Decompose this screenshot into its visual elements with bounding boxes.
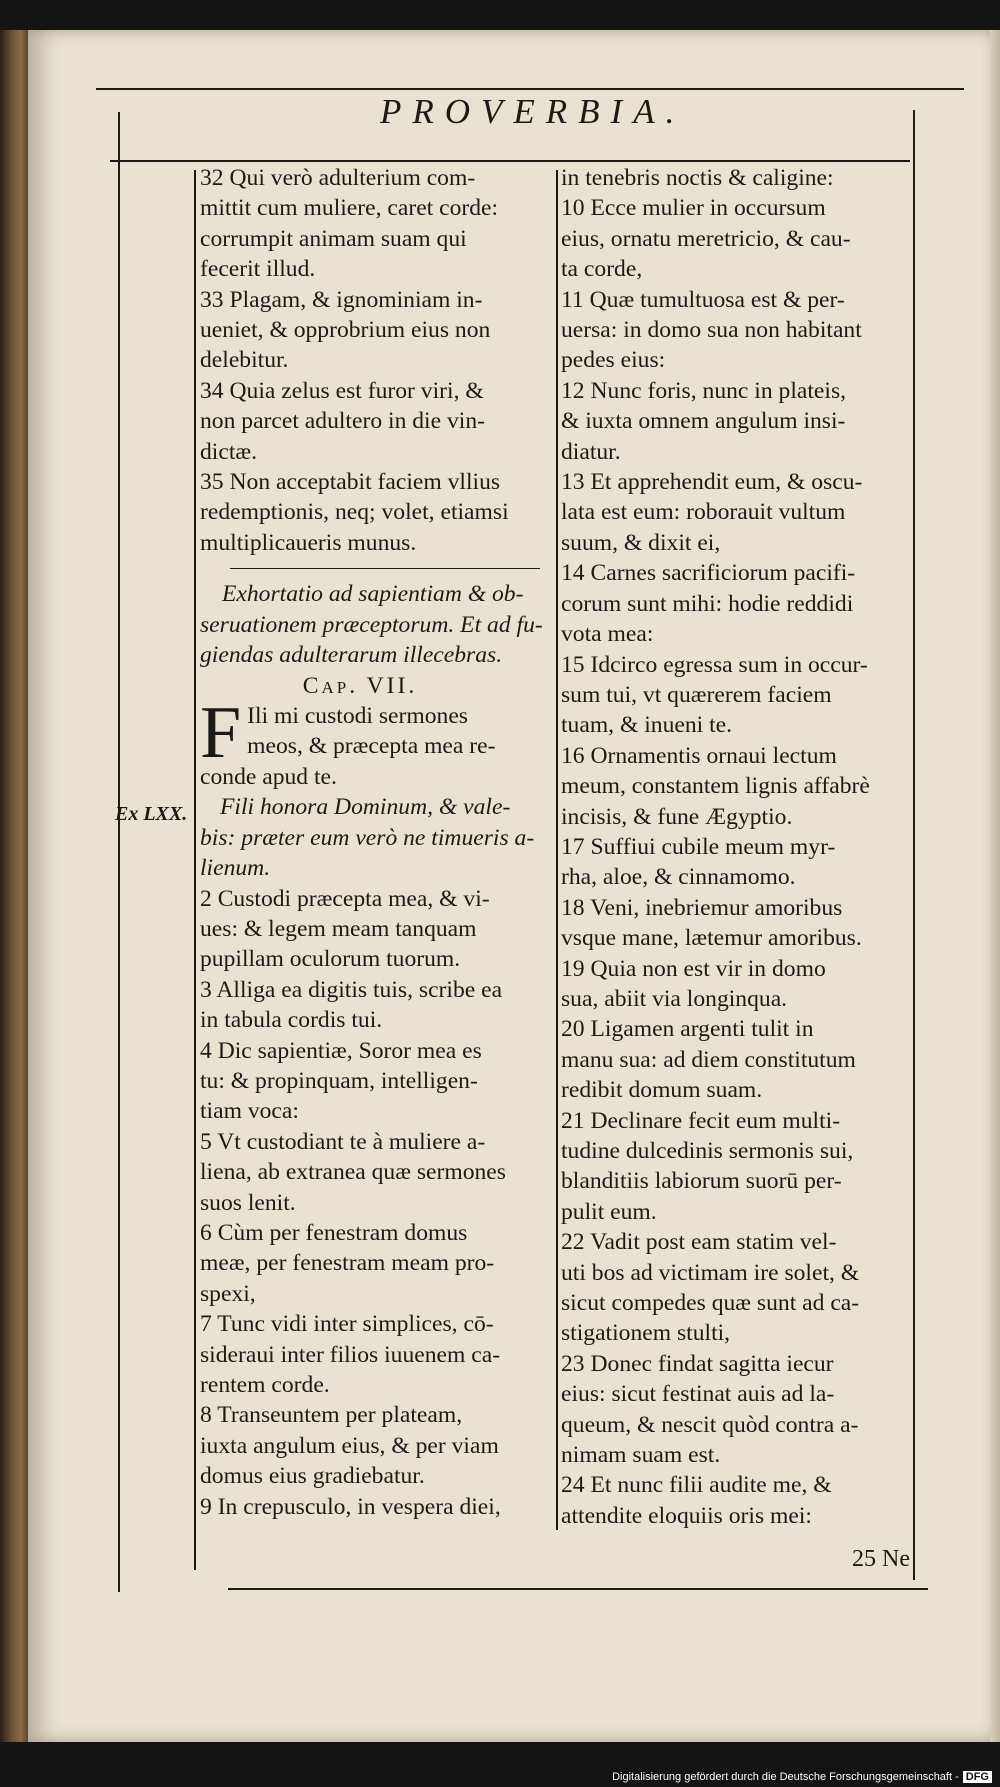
- dfg-logo: DFG: [963, 1771, 992, 1783]
- text-line: non parcet adultero in die vin-: [200, 408, 485, 435]
- text-line: 18 Veni, inebriemur amoribus: [561, 894, 843, 921]
- text-line: meum, constantem lignis affabrè: [561, 773, 870, 800]
- text-line: in tenebris noctis & caligine:: [561, 165, 834, 191]
- text-line: 2 Custodi præcepta mea, & vi-: [200, 885, 490, 912]
- digitization-credit: [612, 1771, 992, 1783]
- text-line: tudine dulcedinis sermonis sui,: [561, 1138, 854, 1164]
- running-header: PROVERBIA.: [380, 92, 686, 131]
- text-line: redemptionis, neq; volet, etiamsi: [200, 499, 509, 526]
- text-line: sideraui inter filios iuuenem ca-: [200, 1341, 501, 1368]
- text-line: 23 Donec findat sagitta iecur: [561, 1350, 834, 1377]
- text-line: queum, & nescit quòd contra a-: [561, 1411, 859, 1438]
- text-line: redibit domum suam.: [561, 1077, 763, 1104]
- drop-cap: F: [200, 700, 242, 762]
- text-line: ueniet, & opprobrium eius non: [200, 317, 491, 344]
- left-margin-rule: [118, 112, 120, 1592]
- text-line: 3 Alliga ea digitis tuis, scribe ea: [200, 976, 503, 1003]
- text-line: vsque mane, lætemur amoribus.: [561, 925, 862, 952]
- text-line: lienum.: [200, 855, 271, 882]
- text-line: eius, ornatu meretricio, & cau-: [561, 225, 851, 252]
- text-line: spexi,: [200, 1280, 256, 1307]
- text-line: 13 Et apprehendit eum, & oscu-: [561, 469, 863, 496]
- page-edge: [990, 30, 1000, 1742]
- text-line: tu: & propinquam, intelligen-: [200, 1067, 478, 1094]
- header-rule-bottom: [110, 160, 910, 162]
- text-line: 32 Qui verò adulterium com-: [200, 165, 476, 191]
- text-line: corum sunt mihi: hodie reddidi: [561, 590, 854, 617]
- text-line: meos, & præcepta mea re-: [247, 733, 496, 760]
- text-line: pupillam oculorum tuorum.: [200, 946, 461, 973]
- inner-column-rule: [194, 170, 196, 1570]
- text-line: mittit cum muliere, caret corde:: [200, 195, 499, 222]
- text-line: incisis, & fune Ægyptio.: [561, 803, 793, 830]
- text-line: sicut compedes quæ sunt ad ca-: [561, 1290, 860, 1317]
- text-line: pulit eum.: [561, 1198, 657, 1225]
- text-line: fecerit illud.: [200, 256, 316, 283]
- text-line: Fili honora Dominum, & vale-: [220, 794, 511, 821]
- text-line: iuxta angulum eius, & per viam: [200, 1432, 499, 1459]
- text-line: 8 Transeuntem per plateam,: [200, 1402, 463, 1429]
- text-line: domus eius gradiebatur.: [200, 1463, 425, 1490]
- credit-text: Digitalisierung gefördert durch die Deutsche Forschungsgemeinschaft -: [612, 1771, 959, 1783]
- text-line: 21 Declinare fecit eum multi-: [561, 1107, 841, 1134]
- chapter-summary-line: Exhortatio ad sapientiam & ob-: [222, 581, 524, 608]
- margin-note: Ex LXX.: [115, 803, 188, 825]
- text-line: 16 Ornamentis ornaui lectum: [561, 742, 837, 769]
- section-divider: [230, 568, 540, 569]
- text-line: conde apud te.: [200, 763, 337, 790]
- chapter-summary-line: giendas adulterarum illecebras.: [200, 642, 503, 669]
- text-line: blanditiis labiorum suorū per-: [561, 1168, 842, 1195]
- right-column-rule: [913, 110, 915, 1580]
- text-line: 5 Vt custodiant te à muliere a-: [200, 1128, 486, 1155]
- text-line: 34 Quia zelus est furor viri, &: [200, 377, 484, 404]
- text-line: diatur.: [561, 438, 621, 465]
- text-line: 11 Quæ tumultuosa est & per-: [561, 286, 845, 313]
- text-line: lata est eum: roborauit vultum: [561, 499, 846, 526]
- footer-rule: [228, 1588, 928, 1590]
- text-line: uti bos ad victimam ire solet, &: [561, 1259, 860, 1286]
- column-left: [200, 163, 560, 1522]
- text-line: stigationem stulti,: [561, 1320, 731, 1347]
- text-line: bis: præter eum verò ne timueris a-: [200, 824, 535, 851]
- book-binding: [0, 30, 30, 1742]
- text-line: 9 In crepusculo, in vespera diei,: [200, 1493, 501, 1520]
- text-line: 10 Ecce mulier in occursum: [561, 195, 826, 222]
- text-line: 24 Et nunc filii audite me, &: [561, 1472, 832, 1499]
- text-line: 17 Suffiui cubile meum myr-: [561, 833, 836, 860]
- text-line: pedes eius:: [561, 347, 666, 374]
- text-line: suum, & dixit ei,: [561, 529, 721, 556]
- text-line: rha, aloe, & cinnamomo.: [561, 864, 796, 891]
- text-line: sua, abiit via longinqua.: [561, 985, 788, 1012]
- text-line: eius: sicut festinat auis ad la-: [561, 1381, 835, 1408]
- text-line: in tabula cordis tui.: [200, 1007, 383, 1034]
- text-line: 22 Vadit post eam statim vel-: [561, 1229, 837, 1256]
- text-line: 14 Carnes sacrificiorum pacifi-: [561, 560, 856, 587]
- text-line: corrumpit animam suam qui: [200, 225, 467, 252]
- text-line: 7 Tunc vidi inter simplices, cō-: [200, 1311, 494, 1338]
- text-line: & iuxta omnem angulum insi-: [561, 408, 846, 435]
- chapter-heading: Cap. VII.: [302, 672, 418, 699]
- text-line: ta corde,: [561, 256, 643, 283]
- text-line: dictæ.: [200, 438, 258, 465]
- column-right: [561, 163, 911, 1531]
- text-line: 15 Idcirco egressa sum in occur-: [561, 651, 868, 678]
- text-line: delebitur.: [200, 347, 289, 374]
- text-line: vota mea:: [561, 621, 654, 648]
- text-line: liena, ab extranea quæ sermones: [200, 1159, 506, 1186]
- text-line: rentem corde.: [200, 1372, 330, 1399]
- text-line: nimam suam est.: [561, 1442, 721, 1469]
- text-line: manu sua: ad diem constitutum: [561, 1046, 856, 1073]
- text-line: suos lenit.: [200, 1189, 296, 1216]
- text-line: 19 Quia non est vir in domo: [561, 955, 826, 982]
- text-line: 20 Ligamen argenti tulit in: [561, 1016, 814, 1043]
- text-line: attendite eloquiis oris mei:: [561, 1502, 812, 1529]
- text-line: 6 Cùm per fenestram domus: [200, 1220, 468, 1246]
- header-rule-top: [96, 88, 964, 90]
- text-line: multiplicaueris munus.: [200, 529, 417, 556]
- text-line: 33 Plagam, & ignominiam in-: [200, 286, 483, 313]
- text-line: 4 Dic sapientiæ, Soror mea es: [200, 1037, 482, 1064]
- chapter-summary-line: seruationem præceptorum. Et ad fu-: [200, 611, 543, 638]
- text-line: meæ, per fenestram meam pro-: [200, 1250, 495, 1277]
- text-line: ues: & legem meam tanquam: [200, 915, 477, 942]
- text-line: tiam voca:: [200, 1098, 299, 1125]
- text-line: tuam, & inueni te.: [561, 712, 733, 739]
- text-line: Ili mi custodi sermones: [247, 702, 468, 729]
- text-line: 35 Non acceptabit faciem vllius: [200, 469, 501, 496]
- catchword: 25 Ne: [852, 1546, 910, 1572]
- text-line: sum tui, vt quærerem faciem: [561, 681, 832, 708]
- text-line: uersa: in domo sua non habitant: [561, 317, 862, 344]
- text-line: 12 Nunc foris, nunc in plateis,: [561, 377, 847, 404]
